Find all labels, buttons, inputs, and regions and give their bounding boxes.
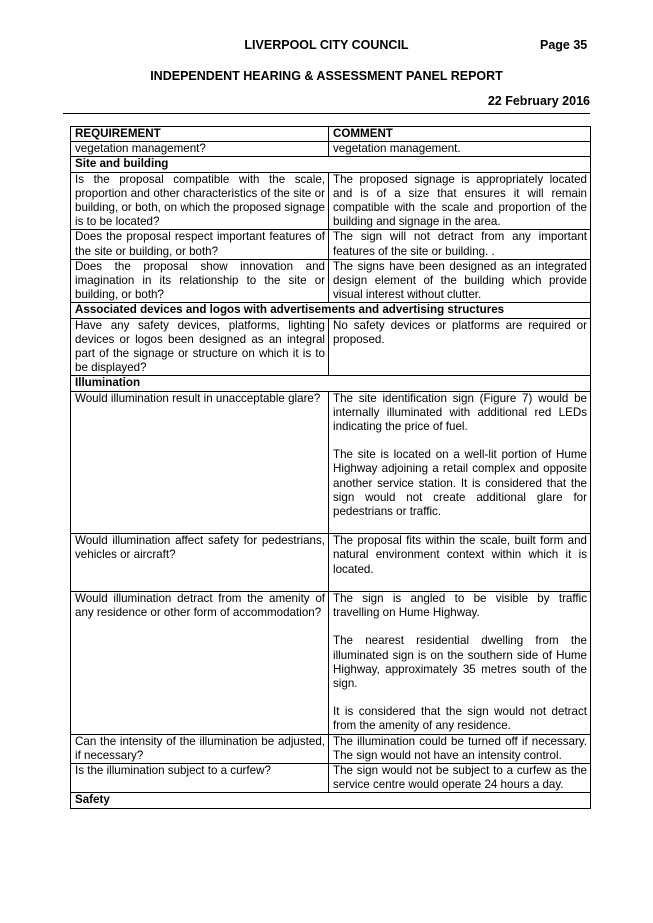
comment-paragraph: No safety devices or platforms are required or proposed. <box>333 318 587 346</box>
requirement-cell: Does the proposal show innovation and imagination in its relationship to the site or building, or both? <box>71 259 329 303</box>
table-row <box>71 318 591 376</box>
requirement-column-header: REQUIREMENT <box>71 127 329 142</box>
section-heading: Safety <box>71 793 591 808</box>
comment-cell <box>329 391 591 534</box>
requirement-cell: Can the intensity of the illumination be adjusted, if necessary? <box>71 734 329 763</box>
section-row <box>71 157 591 172</box>
comment-cell <box>329 318 591 376</box>
table-row <box>71 172 591 230</box>
table-header-row <box>71 127 591 142</box>
page-number: Page 35 <box>540 38 588 52</box>
table-row <box>71 591 591 734</box>
comment-cell <box>329 172 591 230</box>
section-heading: Illumination <box>71 376 591 391</box>
table-row <box>71 230 591 259</box>
requirement-cell: Have any safety devices, platforms, lighting devices or logos been designed as an integral part of the signage or structure on which it is to be displayed? <box>71 318 329 376</box>
comment-cell <box>329 259 591 303</box>
comment-cell <box>329 591 591 734</box>
comment-paragraph: The sign is angled to be visible by traffic travelling on Hume Highway. <box>333 591 587 620</box>
requirement-cell: Does the proposal respect important features of the site or building, or both? <box>71 230 329 259</box>
comment-cell <box>329 534 591 592</box>
requirement-cell: vegetation management? <box>71 142 329 157</box>
comment-paragraph: The proposal fits within the scale, built form and natural environment context within which it is located. <box>333 534 587 576</box>
comment-paragraph: vegetation management. <box>333 142 461 156</box>
comment-paragraph: The proposed signage is appropriately located and is of a size that ensures it will remain compatible with the scale and proportion of the building and signage in the area. <box>333 172 587 229</box>
section-row <box>71 793 591 808</box>
comment-paragraph: It is considered that the sign would not detract from the amenity of any residence. <box>333 705 587 733</box>
comment-cell <box>329 763 591 792</box>
comment-paragraph: The nearest residential dwelling from the illuminated sign is on the southern side of Hume Highway, approximately 35 metres south of the sign. <box>333 634 587 690</box>
section-row <box>71 303 591 318</box>
comment-paragraph: The site is located on a well-lit portion of Hume Highway adjoining a retail complex and opposite another service station. It is considered that the sign would not create additional glare for pedestrians or traffic. <box>333 448 587 519</box>
comment-paragraph: The sign will not detract from any important features of the site or building. . <box>333 230 587 258</box>
council-name: LIVERPOOL CITY COUNCIL <box>244 38 409 52</box>
table-row <box>71 534 591 592</box>
comment-paragraph: The illumination could be turned off if necessary. The sign would not have an intensity control. <box>333 734 587 762</box>
comment-paragraph: The site identification sign (Figure 7) would be internally illuminated with additional red LEDs indicating the price of fuel. <box>333 391 587 434</box>
requirement-cell: Would illumination result in unacceptable glare? <box>71 391 329 534</box>
comment-cell <box>329 142 591 157</box>
requirement-cell: Would illumination affect safety for pedestrians, vehicles or aircraft? <box>71 534 329 592</box>
table-body <box>71 142 591 808</box>
requirement-cell: Is the proposal compatible with the scale, proportion and other characteristics of the site or building, or both, on which the proposed signage is to be located? <box>71 172 329 230</box>
comment-column-header: COMMENT <box>329 127 591 142</box>
table-row <box>71 734 591 763</box>
section-row <box>71 376 591 391</box>
report-date: 22 February 2016 <box>487 94 590 108</box>
header-rule <box>63 113 590 114</box>
requirements-table <box>70 126 591 809</box>
table-row <box>71 259 591 303</box>
table-row <box>71 391 591 534</box>
section-heading: Site and building <box>71 157 591 172</box>
comment-paragraph: The signs have been designed as an integrated design element of the building which provide visual interest without clutter. <box>333 259 587 302</box>
requirement-cell: Would illumination detract from the amenity of any residence or other form of accommodation? <box>71 591 329 734</box>
comment-cell <box>329 734 591 763</box>
table-row <box>71 763 591 792</box>
comment-cell <box>329 230 591 259</box>
table-row <box>71 142 591 157</box>
comment-paragraph: The sign would not be subject to a curfew as the service centre would operate 24 hours a day. <box>333 763 587 792</box>
requirement-cell: Is the illumination subject to a curfew? <box>71 763 329 792</box>
report-title: INDEPENDENT HEARING & ASSESSMENT PANEL REPORT <box>150 69 503 83</box>
section-heading: Associated devices and logos with advertisements and advertising structures <box>71 303 591 318</box>
